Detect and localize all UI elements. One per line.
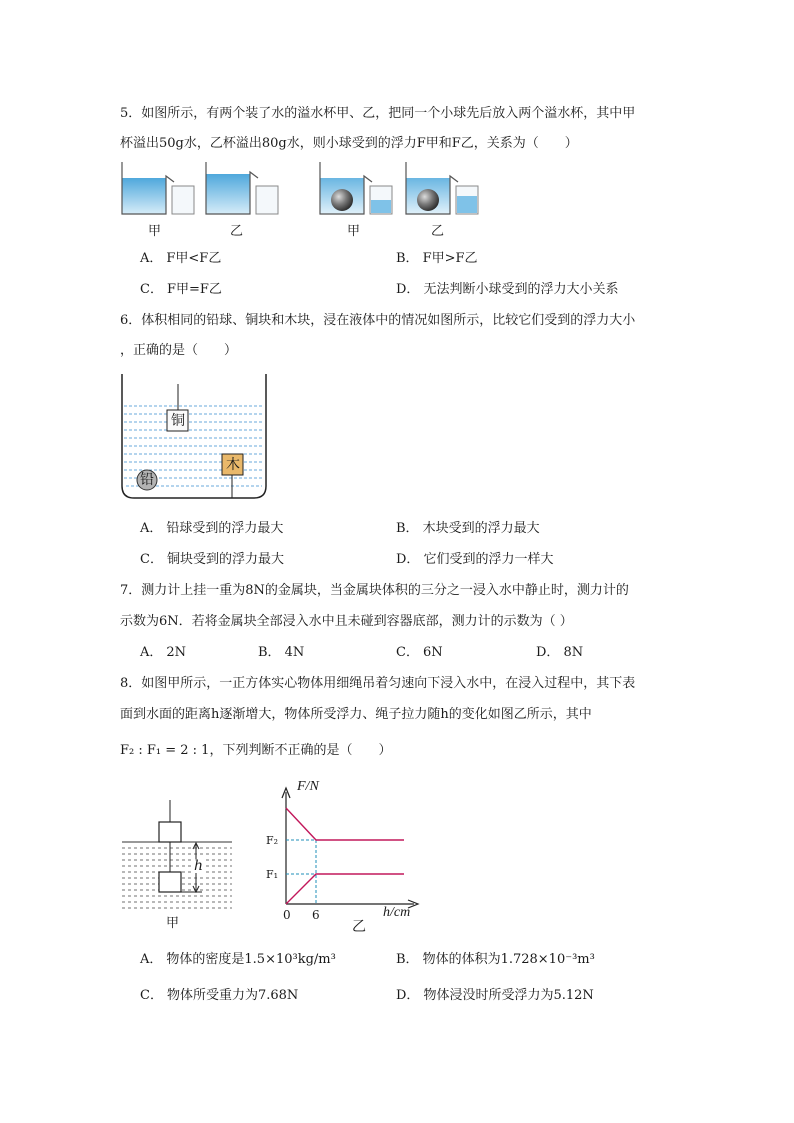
q8-option-a[interactable]: [140, 952, 336, 968]
q8-stem-line3: F₂ : F₁ = 2 : 1，下列判断不正确的是（ ）: [120, 743, 392, 758]
option-text: 物体的密度是1.5×10³kg/m³: [166, 952, 336, 967]
q5-cup-jia-empty: [122, 162, 194, 214]
q6-option-c[interactable]: [140, 552, 284, 568]
option-text: 物体的体积为1.728×10⁻³m³: [422, 952, 595, 967]
option-key: B．: [258, 645, 281, 660]
q8-stem-line1: 8．如图甲所示，一正方体实心物体用细绳吊着匀速向下浸入水中，在浸入过程中，其下表: [120, 676, 636, 691]
q8-block-top: [159, 822, 181, 842]
q8-option-b[interactable]: [396, 952, 595, 968]
option-key: A．: [140, 251, 163, 266]
option-key: A．: [140, 521, 163, 536]
q8-option-c[interactable]: [140, 988, 298, 1004]
q8-fig-jia-caption: 甲: [166, 916, 180, 931]
q8-fig-jia: [120, 798, 236, 914]
option-key: C．: [140, 282, 163, 297]
option-text: 无法判断小球受到的浮力大小关系: [423, 282, 619, 297]
option-text: 2N: [166, 645, 187, 660]
option-key: D．: [536, 645, 560, 660]
q6-label-copper: 铜: [171, 413, 185, 429]
option-key: A．: [140, 645, 163, 660]
option-text: 物体浸没时所受浮力为5.12N: [423, 988, 594, 1003]
option-text: 6N: [422, 645, 443, 660]
q8-fig-yi-caption: 乙: [352, 919, 366, 935]
q8-option-d[interactable]: [396, 988, 594, 1004]
q8-tension-curve: [286, 808, 404, 840]
q5-cup-yi-ball: [406, 162, 478, 214]
q6-option-a[interactable]: [140, 521, 283, 537]
option-key: D．: [396, 282, 420, 297]
q7-stem-line1: 7．测力计上挂一重为8N的金属块，当金属块体积的三分之一浸入水中静止时，测力计的: [120, 583, 629, 598]
q8-y-axis-label: F/N: [297, 779, 319, 794]
q8-h-label: h: [194, 858, 204, 874]
option-key: B．: [396, 952, 419, 967]
option-text: 8N: [563, 645, 584, 660]
q8-block-submerged: [159, 872, 181, 892]
q7-option-d[interactable]: [536, 645, 583, 661]
option-text: 4N: [284, 645, 305, 660]
q8-fig-yi-graph: [262, 778, 422, 918]
option-text: F甲=F乙: [166, 282, 222, 297]
q5-option-c[interactable]: [140, 282, 222, 298]
option-text: 铅球受到的浮力最大: [166, 521, 284, 536]
q5-overflow-cups-figure: [118, 160, 488, 222]
q6-label-lead: 铅: [140, 472, 154, 488]
option-text: 木块受到的浮力最大: [422, 521, 540, 536]
option-key: D．: [396, 988, 420, 1003]
q8-buoyancy-curve: [286, 874, 404, 904]
q7-option-a[interactable]: [140, 645, 186, 661]
option-key: B．: [396, 521, 419, 536]
q5-stem-line1: 5．如图所示，有两个装了水的溢水杯甲、乙，把同一个小球先后放入两个溢水杯，其中甲: [120, 106, 636, 121]
option-key: A．: [140, 952, 163, 967]
q5-fig-label-yi-2: 乙: [431, 224, 445, 239]
option-key: D．: [396, 552, 420, 567]
q5-option-b[interactable]: [396, 251, 478, 267]
q8-stem-line2: 面到水面的距离h逐渐增大，物体所受浮力、绳子拉力随h的变化如图乙所示，其中: [120, 707, 592, 722]
q5-fig-label-yi-1: 乙: [230, 224, 244, 239]
q5-stem-line2: 杯溢出50g水，乙杯溢出80g水，则小球受到的浮力F甲和F乙，关系为（ ）: [120, 136, 578, 151]
q6-option-d[interactable]: [396, 552, 553, 568]
q8-x-axis-label: h/cm: [383, 905, 411, 920]
q6-stem-line1: 6．体积相同的铅球、铜块和木块，浸在液体中的情况如图所示，比较它们受到的浮力大小: [120, 313, 636, 328]
q5-option-a[interactable]: [140, 251, 221, 267]
q8-x-tick-6: 6: [312, 908, 320, 922]
q7-option-b[interactable]: [258, 645, 304, 661]
q6-stem-line2: ，正确的是（ ）: [120, 343, 238, 358]
option-key: C．: [396, 645, 419, 660]
q7-stem-line2: 示数为6N．若将金属块全部浸入水中且未碰到容器底部，测力计的示数为（ ）: [120, 614, 573, 629]
q8-origin-label: 0: [283, 908, 291, 922]
option-text: 物体所受重力为7.68N: [166, 988, 299, 1003]
q5-fig-label-jia-1: 甲: [148, 224, 162, 239]
option-key: B．: [396, 251, 419, 266]
q6-option-b[interactable]: [396, 521, 540, 537]
option-text: 它们受到的浮力一样大: [423, 552, 554, 567]
option-text: F甲>F乙: [422, 251, 478, 266]
q7-option-c[interactable]: [396, 645, 443, 661]
option-key: C．: [140, 552, 163, 567]
option-key: C．: [140, 988, 163, 1003]
q5-cup-jia-ball: [320, 162, 392, 214]
option-text: F甲<F乙: [166, 251, 222, 266]
q5-fig-label-jia-2: 甲: [347, 224, 361, 239]
q8-f2-label: F₂: [266, 834, 279, 847]
q8-f1-label: F₁: [266, 868, 279, 881]
option-text: 铜块受到的浮力最大: [166, 552, 284, 567]
q6-label-wood: 木: [226, 457, 240, 473]
q5-cup-yi-empty: [206, 162, 278, 214]
q5-option-d[interactable]: [396, 282, 618, 298]
